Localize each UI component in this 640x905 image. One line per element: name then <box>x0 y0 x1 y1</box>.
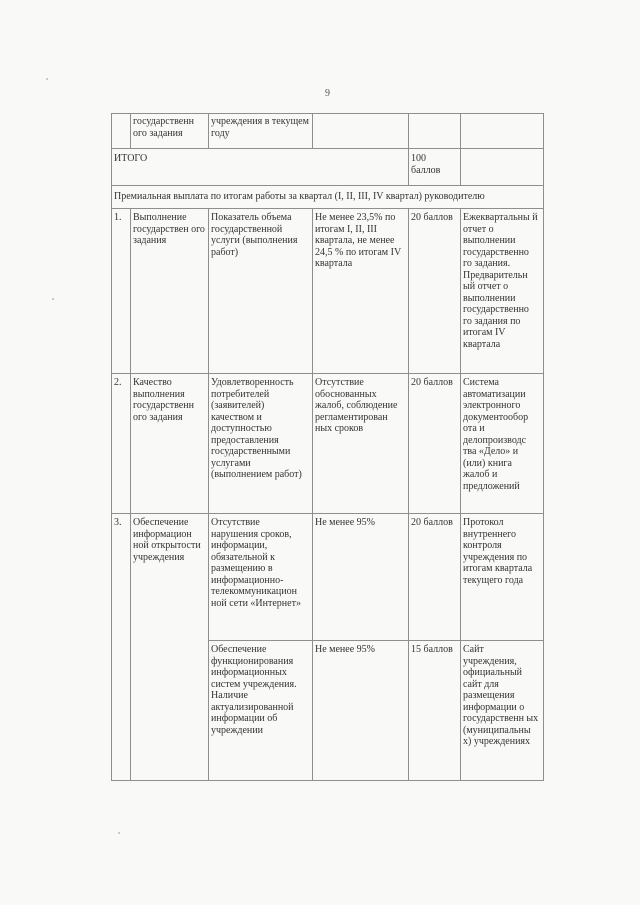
row-source: Сайт учреждения, официальный сайт для размещения информации о государственн ых (муниципальны х) учреждениях <box>463 644 539 747</box>
table-rule <box>111 185 543 186</box>
row-criterion: Выполнение государствен ого задания <box>133 212 205 246</box>
row-indicator: Показатель объема государственной услуги (выполнения работ) <box>211 212 298 258</box>
row-number: 3. <box>114 517 122 528</box>
table-rule <box>111 373 543 374</box>
row-points: 20 баллов <box>411 377 453 388</box>
scan-speck <box>118 832 120 834</box>
table-rule <box>460 148 461 185</box>
table-rule <box>208 640 543 641</box>
row-value: Не менее 23,5% по итогам I, II, III квартала, не менее 24,5 % по итогам IV квартала <box>315 212 402 269</box>
table-rule <box>543 113 544 781</box>
row-points: 15 баллов <box>411 644 453 655</box>
row-indicator: Отсутствие нарушения сроков, информации, обязательной к размещению в информационно- телекоммуникацион ной сети «Интернет» <box>211 517 301 609</box>
table-rule <box>111 148 543 149</box>
row-indicator: Удовлетворенность потребителей (заявителей) качеством и доступностью предоставления государственными услугами (выполнением работ) <box>211 377 302 480</box>
row-indicator: Обеспечение функционирования информационных систем учреждения. Наличие актуализированной информации об учреждении <box>211 644 297 736</box>
total-label: ИТОГО <box>114 153 148 164</box>
table-rule <box>312 113 313 148</box>
row-criterion: Обеспечение информацион ной открытости учреждения <box>133 517 201 563</box>
section-header: Премиальная выплата по итогам работы за квартал (I, II, III, IV квартал) руководителю <box>114 191 485 202</box>
row-value: Не менее 95% <box>315 517 375 528</box>
row-value: Не менее 95% <box>315 644 375 655</box>
table-rule <box>111 513 543 514</box>
row-points: 20 баллов <box>411 212 453 223</box>
top-row-indicator: учреждения в текущем году <box>211 116 309 139</box>
row-number: 1. <box>114 212 122 223</box>
total-points: 100 баллов <box>411 153 441 176</box>
scan-speck <box>52 298 54 300</box>
table-rule <box>460 113 461 148</box>
scan-speck <box>46 78 48 80</box>
row-source: Система автоматизации электронного документообор ота и делопроизводс тва «Дело» и (или) книга жалоб и предложений <box>463 377 529 492</box>
table-rule <box>111 208 543 209</box>
page-number: 9 <box>325 88 330 99</box>
top-row-criterion: государственн ого задания <box>133 116 194 139</box>
row-source: Протокол внутреннего контроля учреждения по итогам квартала текущего года <box>463 517 533 586</box>
row-number: 2. <box>114 377 122 388</box>
row-value: Отсутствие обоснованных жалоб, соблюдение регламентирован ных сроков <box>315 377 398 434</box>
row-source: Ежеквартальны й отчет о выполнении государственно го задания. Предварительн ый отчет о выполнении государственно го задания по итогам IV квартала <box>463 212 538 350</box>
row-points: 20 баллов <box>411 517 453 528</box>
table-rule <box>111 780 543 781</box>
table-rule <box>408 113 409 148</box>
row-criterion: Качество выполнения государственн ого задания <box>133 377 194 423</box>
